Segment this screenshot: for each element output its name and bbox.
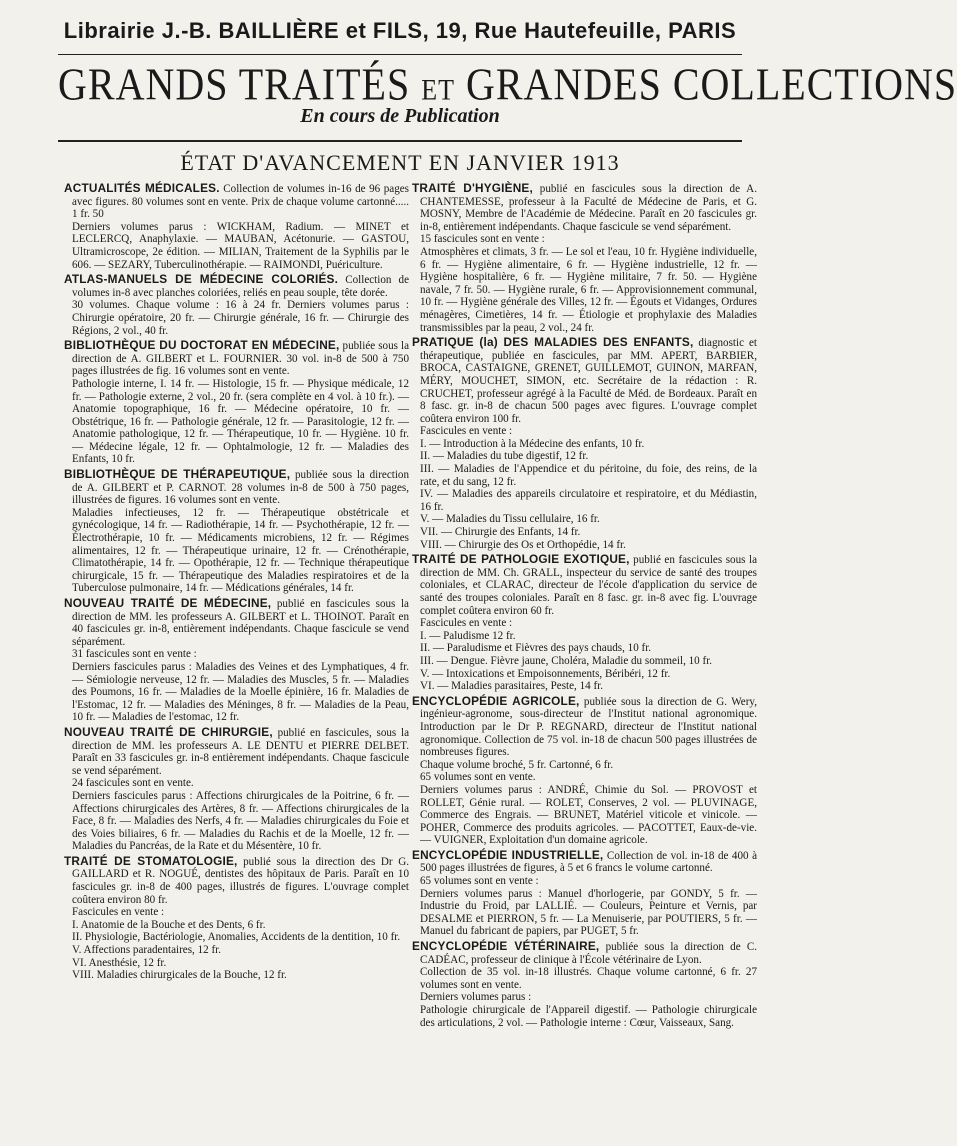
entry-line: III. — Dengue. Fièvre jaune, Choléra, Maladie du sommeil, 10 fr. bbox=[420, 654, 713, 667]
entry-text: publié en fascicules sous la direction de MM. les professeurs A. GILBERT et L. THOINOT. Paraît en 40 fascicules gr. in-8, entièrement indépendants. Chaque fascicule se vend séparément. bbox=[72, 598, 409, 648]
catalog-entry bbox=[64, 726, 409, 853]
entry-line: Derniers volumes parus : ANDRÉ, Chimie du Sol. — PROVOST et ROLLET, Génie rural. — ROLET, Conserves, 2 vol. — PLUVINAGE, Commerce des Engrais. — BRUNET, Matériel viticole et vinicole. — POHER, Commerce des produits agricoles. — PACOTTET, Eaux-de-vie. — VUIGNER, Exploitation d'un domaine agricole. bbox=[420, 783, 757, 847]
entry-title: BIBLIOTHÈQUE DU DOCTORAT EN MÉDECINE, bbox=[64, 338, 340, 353]
entry-line: Derniers volumes parus : WICKHAM, Radium. — MINET et LECLERCQ, Anaphylaxie. — MAUBAN, Acétonurie. — GASTOU, Ultramicroscope, 2e édition. — MILIAN, Traitement de la Syphilis par le 606. — SEZARY, Tuberculinothérapie. — RAIMONDI, Puériculture. bbox=[72, 220, 409, 271]
entry-line: Collection de 35 vol. in-18 illustrés. Chaque volume cartonné, 6 fr. 27 volumes sont en vente. bbox=[420, 966, 757, 991]
entry-line: III. — Maladies de l'Appendice et du péritoine, du foie, des reins, de la rate, et du sang, 12 fr. bbox=[420, 463, 757, 488]
entry-line: Fascicules en vente : bbox=[72, 906, 165, 919]
entry-line: Derniers volumes parus : Manuel d'horlogerie, par GONDY, 5 fr. — Industrie du Froid, par LALLIÉ. — Couleurs, Peinture et Vernis, par DESALME et PIERRON, 5 fr. — La Menuiserie, par POUTIERS, 5 fr. — Manuel du fabricant de papiers, par PUGET, 5 fr. bbox=[420, 887, 757, 938]
catalog-entry bbox=[412, 182, 757, 334]
left-column bbox=[64, 182, 409, 984]
entry-text: diagnostic et thérapeutique, publiée en fascicules, par MM. APERT, BARBIER, BROCA, CASTAIGNE, GRENET, GUILLEMOT, GUINON, MARFAN, MÉRY, MOUCHET, SIMON, etc. Secrétaire de la rédaction : R. CRUCHET, professeur agrégé à la Faculté de Méd. de Bordeaux. Paraît en 8 fasc. gr. in-8 de chacun 500 pages avec figures. L'ouvrage complet coûtera environ 100 fr. bbox=[420, 337, 757, 425]
catalog-entry bbox=[64, 597, 409, 724]
page-subtitle: En cours de Publication bbox=[300, 105, 500, 127]
entry-line: VI. Anesthésie, 12 fr. bbox=[72, 956, 167, 969]
entry-title: TRAITÉ D'HYGIÈNE, bbox=[412, 181, 533, 195]
right-column bbox=[412, 182, 757, 1031]
entry-title: ENCYCLOPÉDIE AGRICOLE, bbox=[412, 693, 580, 708]
entry-line: Fascicules en vente : bbox=[420, 425, 513, 438]
title-part-b: GRANDES COLLECTIONS bbox=[465, 58, 957, 110]
entry-text: publié sous la direction des Dr G. GAILLARD et R. NOGUÉ, dentistes des hôpitaux de Paris. Paraît en 10 fascicules gr. in-8 de 400 pages, illustrés de figures. L'ouvrage complet coûtera environ 80 fr. bbox=[72, 855, 409, 906]
entry-line: IV. — Maladies des appareils circulatoire et respiratoire, et du Médiastin, 16 fr. bbox=[420, 488, 757, 513]
entry-line: 30 volumes. Chaque volume : 16 à 24 fr. Derniers volumes parus : Chirurgie opératoire, 20 fr. — Chirurgie générale, 16 fr. — Chirurgie des Régions, 2 vol., 40 fr. bbox=[72, 299, 409, 337]
entry-title: ENCYCLOPÉDIE INDUSTRIELLE, bbox=[412, 847, 604, 862]
catalog-entry bbox=[64, 855, 409, 982]
entry-line: V. — Maladies du Tissu cellulaire, 16 fr. bbox=[420, 513, 600, 526]
state-heading: ÉTAT D'AVANCEMENT EN JANVIER 1913 bbox=[180, 150, 620, 175]
entry-text: Collection de vol. in-18 de 400 à 500 pages illustrées de figures, à 5 et 6 francs le volume cartonné. bbox=[420, 849, 757, 875]
entry-line: V. — Intoxications et Empoisonnements, Béribéri, 12 fr. bbox=[420, 667, 671, 680]
catalog-entry bbox=[64, 182, 409, 271]
entry-title: NOUVEAU TRAITÉ DE CHIRURGIE, bbox=[64, 724, 273, 739]
page-title bbox=[58, 57, 957, 111]
entry-line: Derniers fascicules parus : Maladies des Veines et des Lymphatiques, 4 fr. — Sémiologie nerveuse, 12 fr. — Maladies des Muscles, 5 fr. — Maladies des Poumons, 16 fr. — Maladies de la Moelle épinière, 16 fr. Maladies de l'Estomac, 12 fr. — Maladies des Méninges, 8 fr. — Maladies de la Peau, 10 fr. — Maladies de l'estomac, 12 fr. bbox=[72, 660, 409, 724]
catalog-entry bbox=[412, 849, 757, 938]
catalog-entry bbox=[412, 940, 757, 1029]
entry-line: Fascicules en vente : bbox=[420, 617, 513, 630]
entry-title: ENCYCLOPÉDIE VÉTÉRINAIRE, bbox=[412, 939, 600, 954]
entry-text: publiée sous la direction de A. GILBERT et L. FOURNIER. 30 vol. in-8 de 500 à 750 pages illustrées de fig. 16 volumes sont en vente. bbox=[72, 340, 409, 378]
catalog-entry bbox=[64, 273, 409, 337]
entry-title: NOUVEAU TRAITÉ DE MÉDECINE, bbox=[64, 596, 272, 610]
entry-line: VII. — Chirurgie des Enfants, 14 fr. bbox=[420, 526, 581, 539]
entry-line: Atmosphères et climats, 3 fr. — Le sol et l'eau, 10 fr. Hygiène individuelle, 6 fr. — Hygiène alimentaire, 6 fr. — Hygiène industrielle, 12 fr. — Hygiène hospitalière, 6 fr. — Hygiène militaire, 7 fr. 50. — Hygiène navale, 7 fr. 50. — Hygiène rurale, 6 fr. — Approvisionnement communal, 10 fr. — Hygiène générale des Villes, 12 fr. — Égouts et Vidanges, Ordures ménagères, Cimetières, 14 fr. — Étiologie et prophylaxie des Maladies transmissibles par la peau, 2 vol., 24 fr. bbox=[420, 245, 757, 334]
entry-line: V. Affections paradentaires, 12 fr. bbox=[72, 944, 222, 957]
catalog-entry bbox=[64, 468, 409, 595]
entry-line: II. — Paraludisme et Fièvres des pays chauds, 10 fr. bbox=[420, 642, 652, 655]
entry-line: 24 fascicules sont en vente. bbox=[72, 777, 194, 790]
entry-line: II. Physiologie, Bactériologie, Anomalies, Accidents de la dentition, 10 fr. bbox=[72, 931, 401, 944]
entry-line: Chaque volume broché, 5 fr. Cartonné, 6 fr. bbox=[420, 758, 614, 771]
catalog-entry bbox=[412, 553, 757, 693]
entry-text: publiée sous la direction de G. Wery, ingénieur-agronome, sous-directeur de l'Institut national agronomique. Introduction par le Dr P. REGNARD, directeur de l'Institut national agronomique. Collection de 75 vol. in-18 de chacun 500 pages illustrées de nombreuses figures. bbox=[420, 695, 758, 759]
entry-line: I. — Introduction à la Médecine des enfants, 10 fr. bbox=[420, 437, 645, 450]
entry-line: Pathologie chirurgicale de l'Appareil digestif. — Pathologie chirurgicale des articulations, 2 vol. — Pathologie interne : Cœur, Vaisseaux, Sang. bbox=[420, 1004, 757, 1029]
entry-line: 15 fascicules sont en vente : bbox=[420, 233, 545, 246]
entry-line: Derniers fascicules parus : Affections chirurgicales de la Poitrine, 6 fr. — Affections chirurgicales des Artères, 8 fr. — Affections chirurgicales de la Face, 8 fr. — Maladies des Nerfs, 4 fr. — Maladies chirurgicales du Foie et des Voies biliaires, 6 fr. — Maladies du Rachis et de la Moelle, 12 fr. — Maladies du Pancréas, de la Rate et du Mésentère, 10 fr. bbox=[72, 789, 409, 853]
entry-text: Collection de volumes in-8 avec planches coloriées, reliés en peau souple, tête dorée. bbox=[72, 274, 409, 299]
entry-title: ATLAS-MANUELS DE MÉDECINE COLORIÉS. bbox=[64, 272, 339, 287]
catalog-entry bbox=[412, 695, 757, 847]
catalog-entry bbox=[412, 336, 757, 551]
header-rule bbox=[58, 54, 742, 55]
entry-text: publié en fascicules sous la direction de MM. Ch. GRALL, inspecteur du service de santé des troupes coloniales, et CLARAC, directeur de l'école d'application du service de santé des troupes coloniales. Paraît en 8 fasc. gr. in-8 avec fig. L'ouvrage complet coûtera environ 60 fr. bbox=[420, 554, 757, 617]
entry-line: 31 fascicules sont en vente : bbox=[72, 648, 197, 661]
entry-text: publiée sous la direction de A. GILBERT et P. CARNOT. 28 volumes in-8 de 500 à 750 pages, illustrées de figures. 16 volumes sont en vente. bbox=[72, 469, 409, 507]
entry-text: publiée sous la direction de C. CADÉAC, professeur de clinique à l'École vétérinaire de Lyon. bbox=[420, 941, 758, 966]
entry-line: 65 volumes sont en vente. bbox=[420, 771, 536, 784]
catalog-entry bbox=[64, 339, 409, 466]
title-et: ET bbox=[421, 73, 455, 107]
entry-text: Collection de volumes in-16 de 96 pages avec figures. 80 volumes sont en vente. Prix de chaque volume cartonné..... 1 fr. 50 bbox=[72, 183, 409, 221]
publisher-header: Librairie J.-B. BAILLIÈRE et FILS, 19, Rue Hautefeuille, PARIS bbox=[63, 18, 737, 43]
title-rule bbox=[58, 140, 742, 142]
entry-title: ACTUALITÉS MÉDICALES. bbox=[64, 181, 220, 195]
entry-line: 65 volumes sont en vente : bbox=[420, 875, 539, 888]
entry-line: Pathologie interne, I. 14 fr. — Histologie, 15 fr. — Physique médicale, 12 fr. — Pathologie externe, 2 vol., 20 fr. (sera complète en 4 vol. à 10 fr.). — Anatomie topographique, 16 fr. — Médecine opératoire, 10 fr. — Obstétrique, 16 fr. — Pathologie générale, 12 fr. — Parasitologie, 12 fr. — Anatomie pathologique, 12 fr. — Thérapeutique, 10 fr. — Hygiène. 10 fr. — Médecine légale, 12 fr. — Ophtalmologie, 12 fr. — Maladies des Enfants, 10 fr. bbox=[72, 377, 409, 466]
entry-line: I. — Paludisme 12 fr. bbox=[420, 629, 516, 642]
entry-title: PRATIQUE (la) DES MALADIES DES ENFANTS, bbox=[412, 335, 694, 350]
entry-line: VI. — Maladies parasitaires, Peste, 14 fr. bbox=[420, 680, 603, 693]
entry-title: BIBLIOTHÈQUE DE THÉRAPEUTIQUE, bbox=[64, 467, 291, 482]
entry-text: publié en fascicules, sous la direction de MM. les professeurs A. LE DENTU et PIERRE DELBET. Paraît en 33 fascicules gr. in-8 entièrement indépendants. Chaque fascicule se vend séparément. bbox=[72, 726, 409, 777]
entry-line: Derniers volumes parus : bbox=[420, 991, 532, 1004]
entry-line: I. Anatomie de la Bouche et des Dents, 6 fr. bbox=[72, 918, 266, 931]
entry-line: II. — Maladies du tube digestif, 12 fr. bbox=[420, 450, 589, 463]
entry-text: publié en fascicules sous la direction de A. CHANTEMESSE, professeur à la Faculté de Médecine de Paris, et G. MOSNY, Membre de l'Académie de Médecine. Paraît en 20 fascicules gr. in-8, entièrement indépendants. Chaque fascicule se vend séparément. bbox=[420, 183, 757, 233]
entry-title: TRAITÉ DE PATHOLOGIE EXOTIQUE, bbox=[412, 552, 630, 567]
entry-line: Maladies infectieuses, 12 fr. — Thérapeutique obstétricale et gynécologique, 14 fr. — Radiothérapie, 14 fr. — Psychothérapie, 12 fr. — Électrothérapie, 10 fr. — Médicaments microbiens, 12 fr. — Régimes alimentaires, 12 fr. — Thérapeutique urinaire, 12 fr. — Crénothérapie, Climatothérapie, 14 fr. — Opothérapie, 12 fr. — Technique thérapeutique chirurgicale, 15 fr. — Thérapeutique des Maladies respiratoires et de la Tuberculose pulmonaire, 14 fr. — Médications générales, 14 fr. bbox=[72, 506, 409, 595]
entry-line: VIII. Maladies chirurgicales de la Bouche, 12 fr. bbox=[72, 969, 287, 982]
entry-title: TRAITÉ DE STOMATOLOGIE, bbox=[64, 853, 238, 868]
title-part-a: GRANDS TRAITÉS bbox=[58, 58, 411, 110]
entry-line: VIII. — Chirurgie des Os et Orthopédie, 14 fr. bbox=[420, 538, 626, 551]
